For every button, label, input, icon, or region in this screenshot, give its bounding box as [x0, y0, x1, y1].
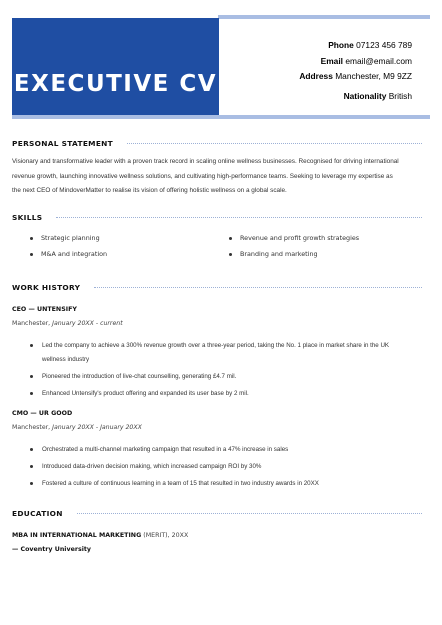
institution-name: — Coventry University: [12, 546, 91, 553]
skill-label: Revenue and profit growth strategies: [240, 234, 360, 242]
contact-address: [299, 69, 412, 85]
job-meta: [12, 424, 142, 431]
statement-line: Visionary and transformative leader with a proven track record in scaling online wellness businesses. Recognised for driving international: [12, 158, 399, 165]
contact-nationality-label: Nationality: [343, 90, 387, 101]
education-institution: [12, 546, 91, 553]
contact-nationality-value: British: [388, 90, 412, 101]
list-item: [30, 477, 422, 491]
contact-email-label: Email: [320, 55, 343, 66]
bullet-icon: [30, 237, 33, 240]
skill-label: Branding and marketing: [240, 250, 318, 258]
bullet-text: Introduced data-driven decision making, which increased campaign ROI by 30%: [42, 463, 262, 470]
title-banner: [12, 18, 219, 115]
bullet-icon: [30, 448, 33, 451]
bullet-icon: [30, 482, 33, 485]
bullet-text: wellness industry: [42, 355, 90, 363]
bullet-text: Fostered a culture of continuous learning in a team of 15 that resulted in two industry awards in 20XX: [42, 480, 319, 487]
statement-line: revenue growth, launching innovative wellness solutions, and cultivating high-performance teams. Seeking to leverage my expertise as: [12, 172, 393, 180]
degree-name: MBA IN INTERNATIONAL MARKETING: [12, 532, 142, 539]
section-divider: [127, 143, 422, 144]
bullet-text: Led the company to achieve a 300% revenue growth over a three-year period, taking the No. 1 place in market share in the UK: [42, 342, 390, 349]
bullet-icon: [30, 375, 33, 378]
personal-statement-heading: PERSONAL STATEMENT: [12, 139, 114, 148]
education-header: [12, 509, 422, 518]
header-bottom-band: [12, 115, 430, 119]
skill-item: [229, 234, 359, 242]
job-location: Manchester,: [12, 320, 53, 327]
bullet-icon: [30, 392, 33, 395]
contact-address-value: Manchester, M9 9ZZ: [335, 71, 412, 81]
job-dates: January 20XX - January 20XX: [52, 424, 142, 431]
work-history-header: [12, 283, 422, 292]
list-item: [30, 460, 422, 474]
contact-email-value: email@email.com: [345, 55, 412, 66]
contact-phone: [299, 38, 412, 54]
contact-details: [299, 38, 412, 104]
bullet-icon: [229, 237, 232, 240]
bullet-icon: [30, 465, 33, 468]
section-divider: [77, 513, 422, 514]
list-item: [30, 387, 422, 401]
education-degree: [12, 532, 188, 539]
bullet-icon: [30, 344, 33, 347]
job-title: CEO — UNTENSIFY: [12, 306, 77, 313]
bullet-text: Orchestrated a multi-channel marketing campaign that resulted in a 47% increase in sales: [42, 446, 289, 453]
list-item: [30, 443, 422, 457]
degree-detail: (MERIT), 20XX: [141, 532, 189, 539]
education-heading: EDUCATION: [12, 509, 63, 518]
contact-email: [299, 54, 412, 70]
bullet-icon: [229, 253, 232, 256]
header-top-rule: [218, 15, 430, 19]
skill-label: Strategic planning: [41, 234, 100, 242]
section-divider: [94, 287, 422, 288]
job-title: CMO — UR GOOD: [12, 410, 73, 417]
contact-address-label: Address: [299, 71, 333, 81]
bullet-icon: [30, 253, 33, 256]
work-history-heading: WORK HISTORY: [12, 283, 81, 292]
contact-nationality: [299, 89, 412, 105]
contact-phone-label: Phone: [328, 40, 354, 50]
list-item: [30, 370, 422, 384]
skill-item: [30, 234, 100, 242]
personal-statement-text: [12, 155, 422, 199]
cv-title: EXECUTIVE CV: [13, 70, 218, 97]
bullet-text: Pioneered the introduction of live-chat counselling, generating £4.7 mil.: [42, 373, 237, 380]
contact-phone-value: 07123 456 789: [356, 40, 412, 50]
bullet-text: Enhanced Untensify's product offering and expanded its user base by 2 mil.: [42, 390, 249, 397]
skill-label: M&A and integration: [41, 250, 108, 258]
personal-statement-header: [12, 139, 422, 148]
skill-item: [229, 250, 318, 258]
statement-line: the next CEO of MindoverMatter to realise its vision of offering holistic wellness on a global scale.: [12, 187, 287, 194]
section-divider: [56, 217, 422, 218]
skills-heading: SKILLS: [12, 213, 43, 222]
job-location: Manchester,: [12, 424, 53, 431]
job-meta: [12, 320, 123, 327]
skill-item: [30, 250, 107, 258]
list-item: [30, 339, 422, 366]
job-dates: January 20XX - current: [52, 320, 123, 327]
skills-header: [12, 213, 422, 222]
